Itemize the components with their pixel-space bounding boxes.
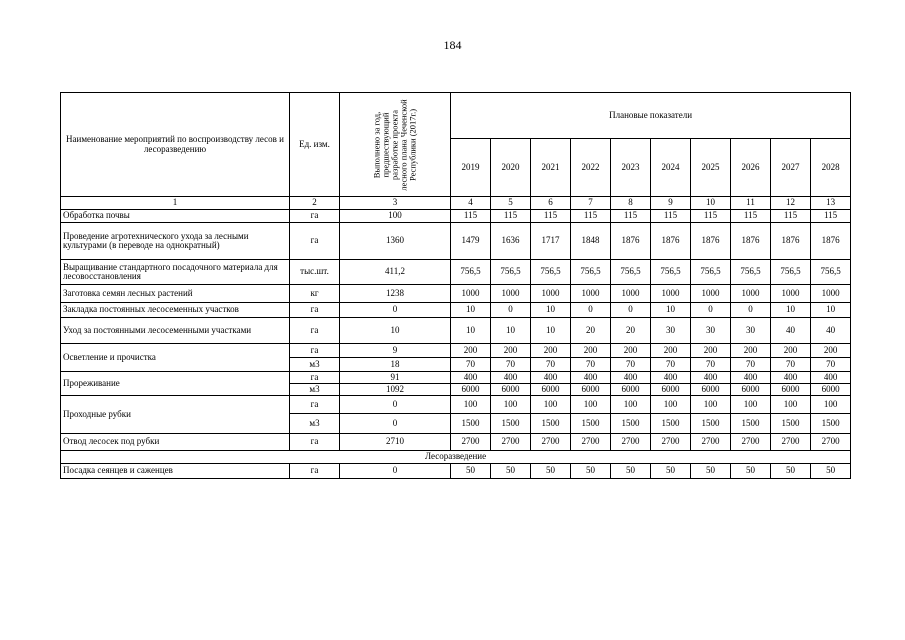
- value-cell: 50: [771, 464, 811, 479]
- value-cell: 50: [491, 464, 531, 479]
- value-cell: 400: [531, 372, 571, 384]
- value-cell: 100: [811, 396, 851, 414]
- value-cell: 100: [691, 396, 731, 414]
- value-cell: 400: [651, 372, 691, 384]
- value-cell: 10: [771, 303, 811, 318]
- table-row: [61, 372, 851, 384]
- header-activity-name: Наименование мероприятий по воспроизводству лесов и лесоразведению: [61, 93, 290, 197]
- value-cell: 400: [811, 372, 851, 384]
- value-cell: 50: [651, 464, 691, 479]
- header-year: 2021: [531, 139, 571, 197]
- value-cell: 70: [771, 358, 811, 372]
- column-numbers-row: [61, 197, 851, 210]
- header-year: 2027: [771, 139, 811, 197]
- value-cell: 70: [571, 358, 611, 372]
- value-cell: 200: [771, 344, 811, 358]
- value-cell: 1000: [451, 285, 491, 303]
- value-cell: 6000: [811, 384, 851, 396]
- value-cell: 200: [691, 344, 731, 358]
- value-cell: 1500: [731, 414, 771, 434]
- value-cell: 756,5: [771, 260, 811, 285]
- value-cell: 1500: [491, 414, 531, 434]
- value-cell: 2700: [611, 434, 651, 451]
- value-cell: 10: [531, 303, 571, 318]
- value-cell: 100: [651, 396, 691, 414]
- column-number: 3: [340, 197, 451, 210]
- value-cell: 50: [811, 464, 851, 479]
- value-cell: 400: [491, 372, 531, 384]
- value-cell: 2700: [651, 434, 691, 451]
- done-cell: 1092: [340, 384, 451, 396]
- value-cell: 1500: [651, 414, 691, 434]
- value-cell: 756,5: [731, 260, 771, 285]
- value-cell: 0: [691, 303, 731, 318]
- value-cell: 756,5: [491, 260, 531, 285]
- value-cell: 115: [771, 210, 811, 223]
- value-cell: 50: [731, 464, 771, 479]
- column-number: 11: [731, 197, 771, 210]
- header-done-2017: [340, 93, 451, 197]
- table-row: [61, 318, 851, 344]
- value-cell: 1500: [691, 414, 731, 434]
- value-cell: 10: [451, 318, 491, 344]
- unit-cell: га: [290, 464, 340, 479]
- value-cell: 0: [611, 303, 651, 318]
- header-year: 2026: [731, 139, 771, 197]
- unit-cell: га: [290, 318, 340, 344]
- done-cell: 411,2: [340, 260, 451, 285]
- section-row: [61, 451, 851, 464]
- value-cell: 1000: [731, 285, 771, 303]
- column-number: 6: [531, 197, 571, 210]
- value-cell: 400: [731, 372, 771, 384]
- value-cell: 6000: [451, 384, 491, 396]
- value-cell: 200: [491, 344, 531, 358]
- value-cell: 6000: [771, 384, 811, 396]
- unit-cell: га: [290, 210, 340, 223]
- value-cell: 6000: [491, 384, 531, 396]
- value-cell: 20: [571, 318, 611, 344]
- value-cell: 1500: [611, 414, 651, 434]
- value-cell: 1876: [611, 223, 651, 260]
- value-cell: 115: [811, 210, 851, 223]
- column-number: 7: [571, 197, 611, 210]
- header-done-2017-text: Выполнено за год, предшествующий разработке проекта лесного плана Чеченской Республики (2017г.): [371, 98, 418, 191]
- unit-cell: кг: [290, 285, 340, 303]
- done-cell: 91: [340, 372, 451, 384]
- value-cell: 10: [491, 318, 531, 344]
- forest-plan-table: [60, 92, 851, 479]
- value-cell: 100: [771, 396, 811, 414]
- value-cell: 115: [611, 210, 651, 223]
- activity-name: Посадка сеянцев и саженцев: [61, 464, 290, 479]
- value-cell: 115: [451, 210, 491, 223]
- value-cell: 50: [571, 464, 611, 479]
- value-cell: 1876: [651, 223, 691, 260]
- value-cell: 20: [611, 318, 651, 344]
- value-cell: 70: [451, 358, 491, 372]
- value-cell: 400: [691, 372, 731, 384]
- value-cell: 1000: [531, 285, 571, 303]
- value-cell: 1500: [811, 414, 851, 434]
- value-cell: 115: [731, 210, 771, 223]
- activity-name: Проходные рубки: [61, 396, 290, 434]
- column-number: 4: [451, 197, 491, 210]
- done-cell: 0: [340, 303, 451, 318]
- column-number: 5: [491, 197, 531, 210]
- value-cell: 30: [651, 318, 691, 344]
- unit-cell: га: [290, 303, 340, 318]
- done-cell: 9: [340, 344, 451, 358]
- value-cell: 70: [731, 358, 771, 372]
- column-number: 12: [771, 197, 811, 210]
- column-number: 2: [290, 197, 340, 210]
- value-cell: 0: [731, 303, 771, 318]
- table-row: [61, 344, 851, 358]
- value-cell: 2700: [811, 434, 851, 451]
- value-cell: 1000: [571, 285, 611, 303]
- value-cell: 2700: [771, 434, 811, 451]
- value-cell: 2700: [531, 434, 571, 451]
- column-number: 10: [691, 197, 731, 210]
- value-cell: 6000: [731, 384, 771, 396]
- column-number: 9: [651, 197, 691, 210]
- value-cell: 10: [811, 303, 851, 318]
- table-row: [61, 434, 851, 451]
- value-cell: 200: [611, 344, 651, 358]
- activity-name: Прореживание: [61, 372, 290, 396]
- activity-name: Осветление и прочистка: [61, 344, 290, 372]
- value-cell: 1479: [451, 223, 491, 260]
- value-cell: 756,5: [611, 260, 651, 285]
- value-cell: 0: [491, 303, 531, 318]
- activity-name: Заготовка семян лесных растений: [61, 285, 290, 303]
- value-cell: 1000: [771, 285, 811, 303]
- header-year: 2024: [651, 139, 691, 197]
- value-cell: 1848: [571, 223, 611, 260]
- activity-name: Выращивание стандартного посадочного материала для лесовосстановления: [61, 260, 290, 285]
- table-row: [61, 285, 851, 303]
- done-cell: 0: [340, 396, 451, 414]
- value-cell: 100: [611, 396, 651, 414]
- header-year: 2023: [611, 139, 651, 197]
- header-plan-indicators: Плановые показатели: [451, 93, 851, 139]
- done-cell: 1360: [340, 223, 451, 260]
- value-cell: 10: [651, 303, 691, 318]
- unit-cell: га: [290, 396, 340, 414]
- header-unit: Ед. изм.: [290, 93, 340, 197]
- value-cell: 1500: [451, 414, 491, 434]
- value-cell: 1636: [491, 223, 531, 260]
- value-cell: 400: [771, 372, 811, 384]
- value-cell: 400: [611, 372, 651, 384]
- value-cell: 756,5: [691, 260, 731, 285]
- done-cell: 0: [340, 464, 451, 479]
- value-cell: 1000: [491, 285, 531, 303]
- value-cell: 6000: [651, 384, 691, 396]
- page-number: 184: [443, 38, 462, 52]
- value-cell: 100: [731, 396, 771, 414]
- header-row: [61, 93, 851, 139]
- section-afforestation: Лесоразведение: [61, 451, 851, 464]
- value-cell: 6000: [531, 384, 571, 396]
- done-cell: 100: [340, 210, 451, 223]
- value-cell: 40: [771, 318, 811, 344]
- value-cell: 1500: [771, 414, 811, 434]
- value-cell: 70: [531, 358, 571, 372]
- table-row: [61, 396, 851, 414]
- done-cell: 0: [340, 414, 451, 434]
- header-year: 2022: [571, 139, 611, 197]
- value-cell: 70: [651, 358, 691, 372]
- value-cell: 70: [611, 358, 651, 372]
- unit-cell: га: [290, 372, 340, 384]
- value-cell: 1876: [731, 223, 771, 260]
- value-cell: 6000: [571, 384, 611, 396]
- table-row: [61, 223, 851, 260]
- header-year: 2020: [491, 139, 531, 197]
- column-number: 1: [61, 197, 290, 210]
- value-cell: 400: [451, 372, 491, 384]
- done-cell: 18: [340, 358, 451, 372]
- value-cell: 0: [571, 303, 611, 318]
- value-cell: 200: [651, 344, 691, 358]
- value-cell: 115: [651, 210, 691, 223]
- activity-name: Уход за постоянными лесосеменными участками: [61, 318, 290, 344]
- value-cell: 115: [491, 210, 531, 223]
- value-cell: 100: [571, 396, 611, 414]
- value-cell: 2700: [691, 434, 731, 451]
- header-year: 2028: [811, 139, 851, 197]
- value-cell: 1000: [811, 285, 851, 303]
- value-cell: 10: [531, 318, 571, 344]
- value-cell: 2700: [571, 434, 611, 451]
- activity-name: Проведение агротехнического ухода за лесными культурами (в переводе на однократный): [61, 223, 290, 260]
- value-cell: 2700: [491, 434, 531, 451]
- table-row: [61, 464, 851, 479]
- done-cell: 10: [340, 318, 451, 344]
- value-cell: 100: [531, 396, 571, 414]
- value-cell: 50: [531, 464, 571, 479]
- value-cell: 756,5: [571, 260, 611, 285]
- value-cell: 70: [691, 358, 731, 372]
- value-cell: 2700: [451, 434, 491, 451]
- value-cell: 1500: [571, 414, 611, 434]
- value-cell: 50: [691, 464, 731, 479]
- value-cell: 200: [571, 344, 611, 358]
- value-cell: 756,5: [811, 260, 851, 285]
- value-cell: 10: [451, 303, 491, 318]
- activity-name: Отвод лесосек под рубки: [61, 434, 290, 451]
- value-cell: 1500: [531, 414, 571, 434]
- value-cell: 50: [451, 464, 491, 479]
- value-cell: 200: [451, 344, 491, 358]
- value-cell: 200: [811, 344, 851, 358]
- value-cell: 756,5: [451, 260, 491, 285]
- unit-cell: га: [290, 223, 340, 260]
- value-cell: 1876: [811, 223, 851, 260]
- column-number: 13: [811, 197, 851, 210]
- value-cell: 30: [731, 318, 771, 344]
- column-number: 8: [611, 197, 651, 210]
- value-cell: 200: [731, 344, 771, 358]
- unit-cell: тыс.шт.: [290, 260, 340, 285]
- value-cell: 115: [691, 210, 731, 223]
- value-cell: 40: [811, 318, 851, 344]
- table-row: [61, 210, 851, 223]
- value-cell: 756,5: [531, 260, 571, 285]
- value-cell: 70: [811, 358, 851, 372]
- value-cell: 115: [531, 210, 571, 223]
- value-cell: 2700: [731, 434, 771, 451]
- unit-cell: га: [290, 344, 340, 358]
- unit-cell: м3: [290, 414, 340, 434]
- value-cell: 1876: [771, 223, 811, 260]
- value-cell: 200: [531, 344, 571, 358]
- table-row: [61, 303, 851, 318]
- value-cell: 756,5: [651, 260, 691, 285]
- unit-cell: м3: [290, 358, 340, 372]
- value-cell: 1000: [611, 285, 651, 303]
- header-year: 2025: [691, 139, 731, 197]
- value-cell: 1000: [691, 285, 731, 303]
- value-cell: 50: [611, 464, 651, 479]
- table-row: [61, 260, 851, 285]
- header-year: 2019: [451, 139, 491, 197]
- value-cell: 100: [451, 396, 491, 414]
- value-cell: 70: [491, 358, 531, 372]
- value-cell: 400: [571, 372, 611, 384]
- value-cell: 100: [491, 396, 531, 414]
- value-cell: 1000: [651, 285, 691, 303]
- value-cell: 6000: [691, 384, 731, 396]
- activity-name: Закладка постоянных лесосеменных участков: [61, 303, 290, 318]
- unit-cell: м3: [290, 384, 340, 396]
- activity-name: Обработка почвы: [61, 210, 290, 223]
- value-cell: 115: [571, 210, 611, 223]
- value-cell: 1876: [691, 223, 731, 260]
- done-cell: 2710: [340, 434, 451, 451]
- value-cell: 1717: [531, 223, 571, 260]
- value-cell: 6000: [611, 384, 651, 396]
- value-cell: 30: [691, 318, 731, 344]
- unit-cell: га: [290, 434, 340, 451]
- done-cell: 1238: [340, 285, 451, 303]
